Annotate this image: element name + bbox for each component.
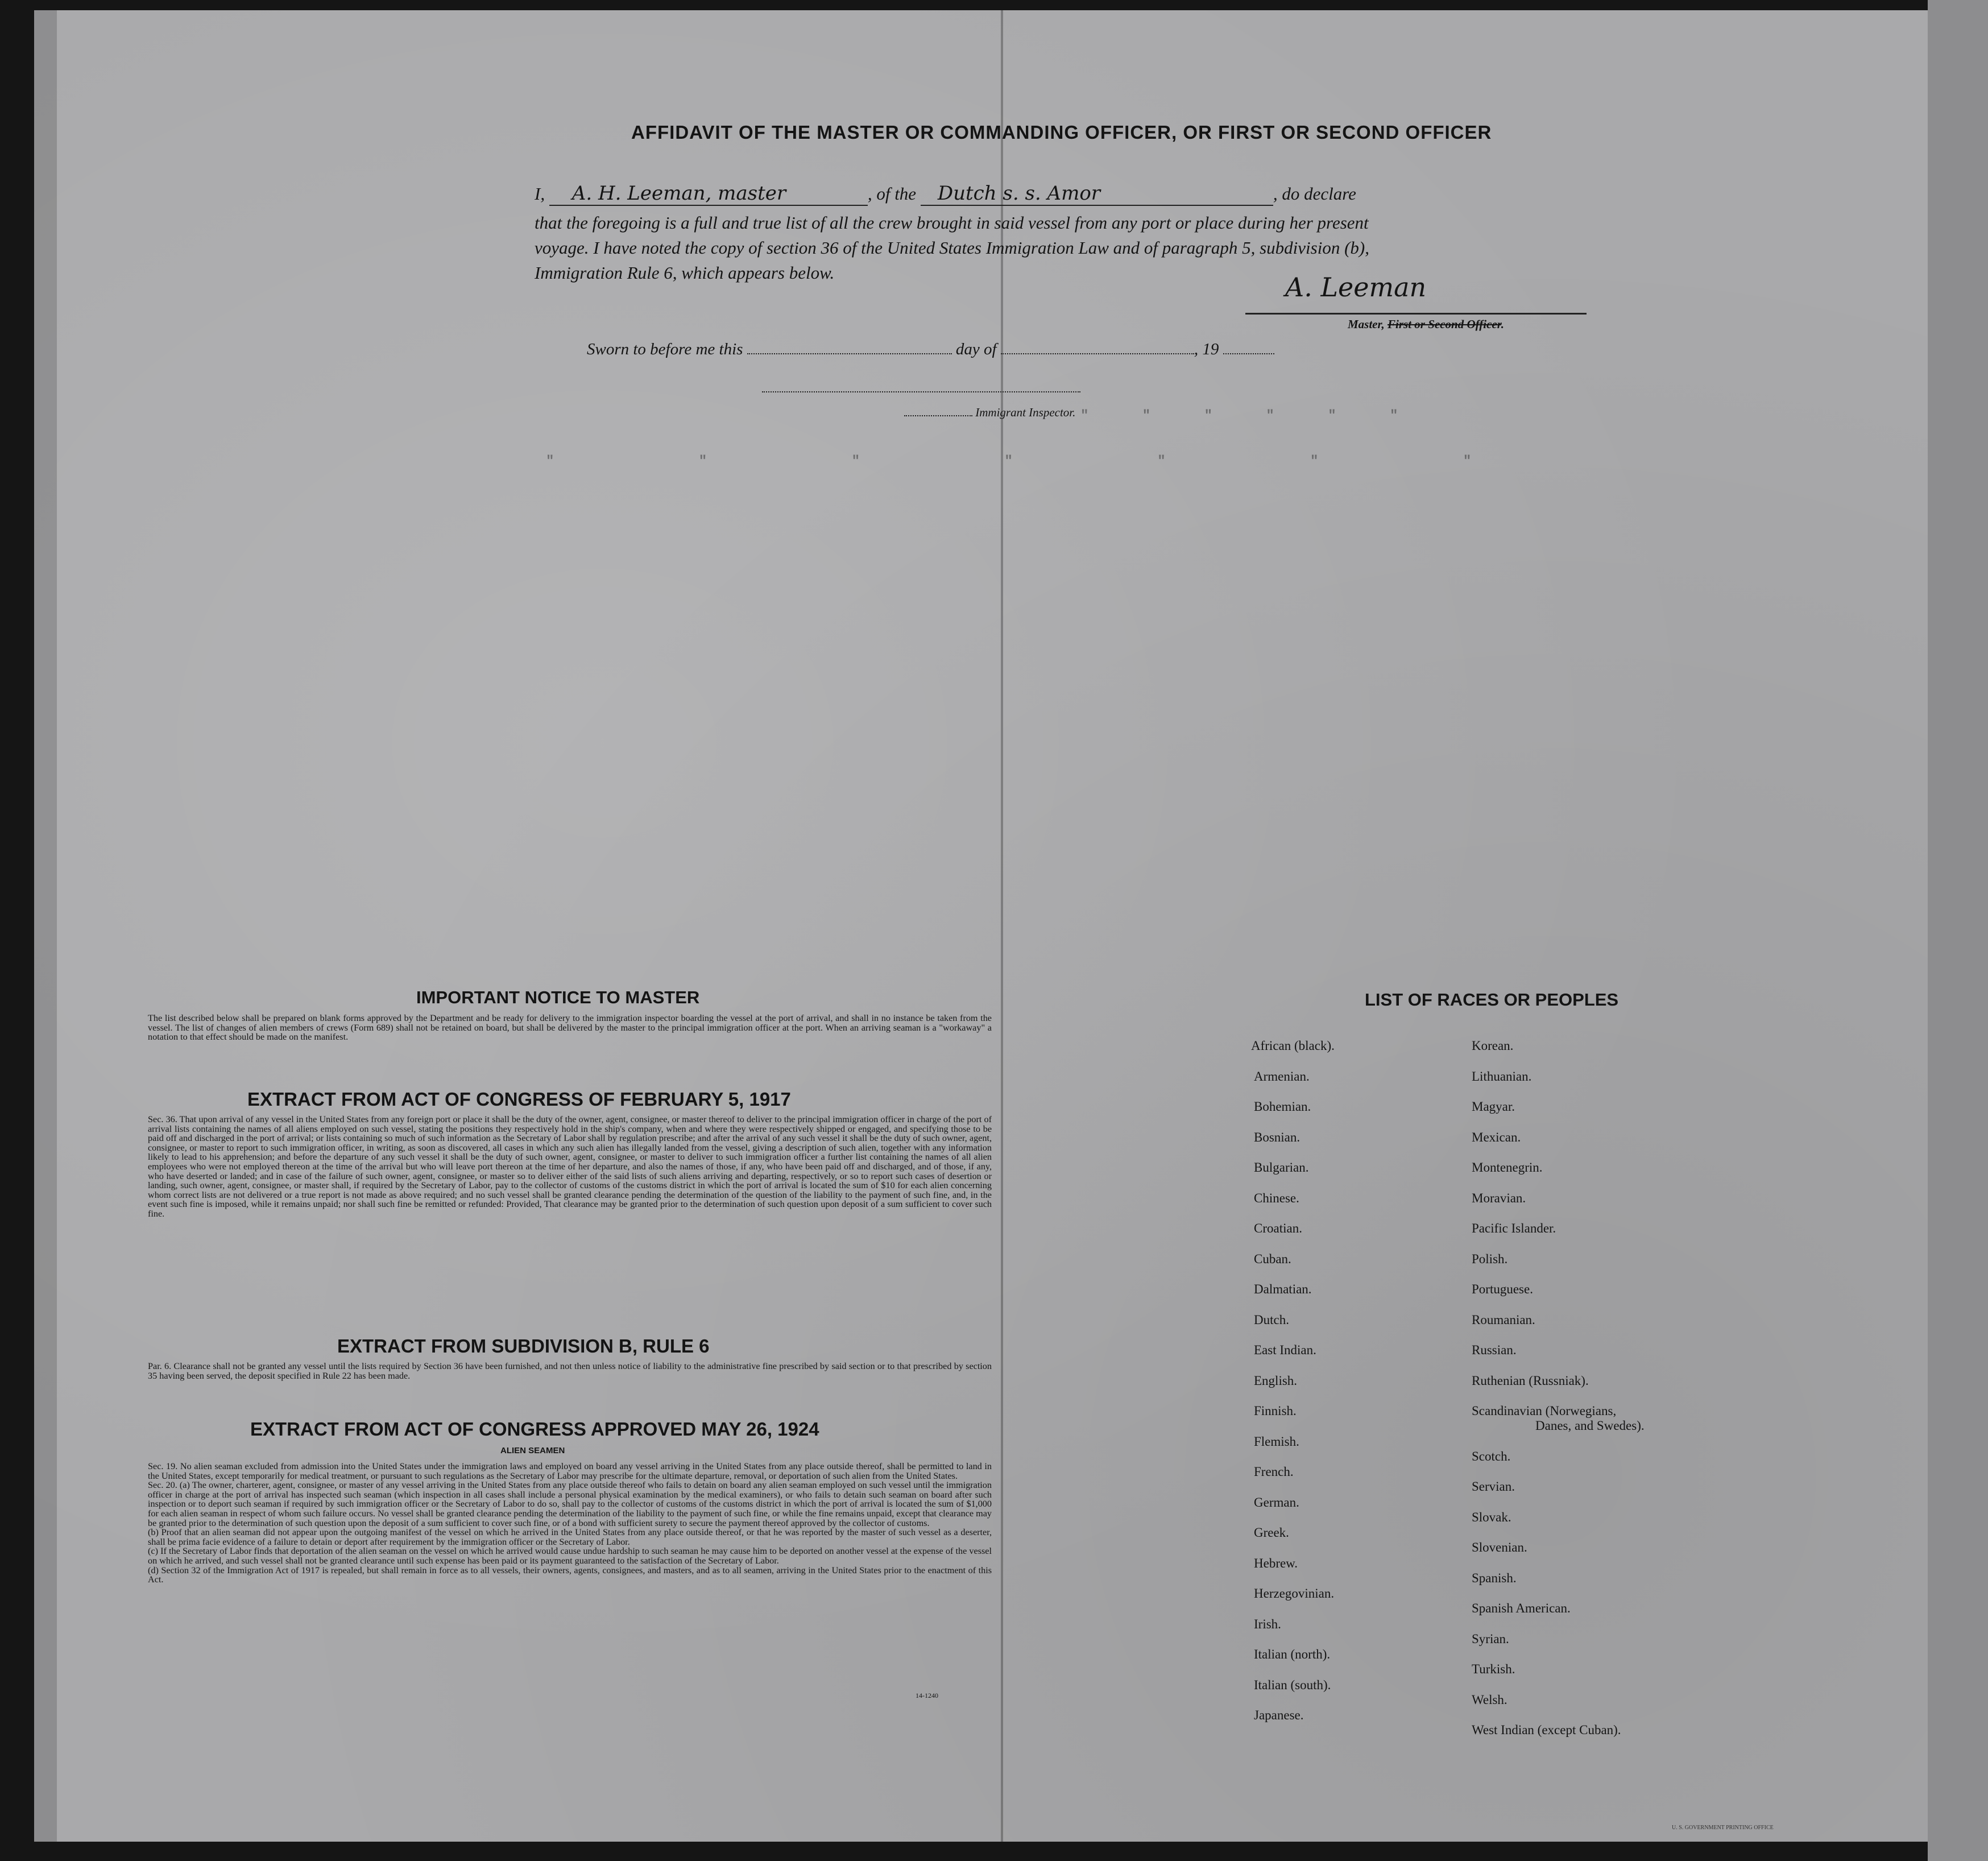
race-item: African (black). — [1251, 1039, 1335, 1053]
caption-period: . — [1501, 317, 1504, 331]
declaration-line-3: voyage. I have noted the copy of section 36 of the United States Immigration Law and of paragraph 5, subdivision (b), — [535, 238, 1369, 258]
manifest-page — [34, 10, 1928, 1842]
race-item: Pacific Islander. — [1472, 1221, 1556, 1235]
race-item: German. — [1254, 1495, 1299, 1510]
race-item: Scandinavian (Norwegians, — [1472, 1404, 1617, 1418]
race-item: Russian. — [1472, 1343, 1517, 1357]
race-item: Irish. — [1254, 1616, 1281, 1631]
race-item: Welsh. — [1472, 1692, 1507, 1707]
races-title: LIST OF RACES OR PEOPLES — [1365, 990, 1619, 1010]
race-item: Croatian. — [1254, 1221, 1302, 1235]
race-item: Armenian. — [1254, 1069, 1310, 1083]
race-item: Dalmatian. — [1254, 1282, 1312, 1296]
race-item: Bulgarian. — [1254, 1160, 1309, 1175]
year-label: , 19 — [1194, 340, 1219, 358]
race-item: Korean. — [1472, 1039, 1514, 1053]
notice-text: The list described below shall be prepared on blank forms approved by the Department and be ready for delivery to the immigration inspector boarding the vessel at the port of arrival, and shall in no instance be taken from the vessel. The list of changes of alien members of crews (Form 689) shall not be retained on board, but shall be delivered by the master to the principal immigration officer at the port. When an arriving seaman is a "workaway" a notation to that effect should be made on the manifest. — [148, 1013, 992, 1043]
race-item: Polish. — [1472, 1251, 1508, 1266]
race-item: Italian (north). — [1254, 1647, 1331, 1661]
race-item: Japanese. — [1254, 1708, 1304, 1722]
caption-master: Master, — [1348, 317, 1388, 331]
sworn-label: Sworn to before me this — [587, 340, 743, 358]
race-item: East Indian. — [1254, 1343, 1316, 1357]
race-item: Roumanian. — [1472, 1312, 1535, 1327]
race-item: English. — [1254, 1373, 1298, 1388]
signature-line — [1245, 313, 1587, 315]
act-1924-title: EXTRACT FROM ACT OF CONGRESS APPROVED MAY 26, 1924 — [250, 1419, 819, 1440]
vessel-name: Dutch s. s. Amor — [921, 182, 1273, 206]
race-item: Bohemian. — [1254, 1099, 1311, 1114]
act-1924-subtitle: ALIEN SEAMEN — [500, 1446, 565, 1455]
master-signature: A. Leeman — [1285, 272, 1427, 303]
rule-6-text: Par. 6. Clearance shall not be granted any vessel until the lists required by Section 36 have been furnished, and not then unless notice of liability to the administrative fine prescribed by said section or to that prescribed by section 35 having been served, the deposit specified in Rule 22 has been made. — [148, 1361, 992, 1381]
notice-title: IMPORTANT NOTICE TO MASTER — [416, 987, 700, 1007]
page-fold — [1001, 10, 1003, 1842]
race-item: Slovenian. — [1472, 1540, 1527, 1554]
race-item: West Indian (except Cuban). — [1472, 1723, 1621, 1737]
caption-struck-officer: First or Second Officer — [1388, 317, 1501, 331]
race-item: Lithuanian. — [1472, 1069, 1532, 1083]
race-item: Italian (south). — [1254, 1677, 1331, 1692]
sworn-year-blank — [1223, 343, 1274, 354]
race-item: Spanish. — [1472, 1570, 1517, 1585]
race-item: Cuban. — [1254, 1251, 1291, 1266]
inspector-label: Immigrant Inspector. — [904, 405, 1075, 420]
race-item: Turkish. — [1472, 1662, 1515, 1676]
act-1917-text: Sec. 36. That upon arrival of any vessel in the United States from any foreign port or place it shall be the duty of the owner, agent, consignee, or master thereof to deliver to the principal immigration officer in charge of the port of arrival lists containing the names of all aliens employed on such vessel, stating the positions they respectively hold in the ship's company, when and where they were respectively shipped or engaged, and specifying those to be paid off and discharged in the port of arrival; or lists containing so much of such information as the Secretary of Labor shall by regulation prescribe; and after the arrival of any such vessel it shall be the duty of such owner, agent, consignee, or master to report to such immigration officer, in writing, as soon as discovered, all cases in which any such alien has illegally landed from the vessel, giving a description of such alien, together with any information likely to lead to his apprehension; and before the departure of any such vessel it shall be the duty of such owner, agent, consignee, or master to deliver to such immigration officer a further list containing the names of all alien employees who were not employed thereon at the time of the arrival but who will leave port thereon at the time of her departure, and also the names of those, if any, who have been paid off and discharged, and of those, if any, who have deserted or landed; and in case of the failure of such owner, agent, consignee, or master so to deliver either of the said lists of such aliens arriving and departing, respectively, or so to report such cases of desertion or landing, such owner, agent, consignee, or master shall, if required by the Secretary of Labor, pay to the collector of customs of the customs district in which the port of arrival is located the sum of $10 for each alien concerning whom correct lists are not delivered or a true report is not made as above required; and no such vessel shall be granted clearance pending the determination of the question of the liability to the payment of such fine, and, in the event such fine is imposed, while it remains unpaid; nor shall such fine be remitted or refunded: Provided, That clearance may be granted prior to the determination of such question upon deposit of a sum sufficient to cover such fine. — [148, 1114, 992, 1219]
rule-6-title: EXTRACT FROM SUBDIVISION B, RULE 6 — [337, 1335, 710, 1357]
act-1924-text: Sec. 19. No alien seaman excluded from admission into the United States under the immigration laws and employed on board any vessel arriving in the United States from any place outside thereof, shall be permitted to land in the United States, except temporarily for medical treatment, or pursuant to such regulations as the Secretary of Labor may prescribe for the ultimate departure, removal, or deportation of such alien from the United States. Sec. 20. (a) The owner, charterer, agent, consignee, or master of any vessel arriving in the United States from any place outside thereof who fails to detain on board any alien seaman employed on such vessel until the immigration officer in charge at the port of arrival has inspected such seaman (which inspection in all cases shall include a personal physical examination by the medical examiners), or who fails to detain such seaman on board after such inspection or to deport such seaman if required by such immigration officer or the Secretary of Labor to do so, shall pay to the collector of customs of the customs district in which the port of arrival is located the sum of $1,000 for each alien seaman in respect of whom such failure occurs. No vessel shall be granted clearance pending the determination of the liability to the payment of such fine, or while the fine remains unpaid, except that clearance may be granted prior to the determination of such question upon the deposit of a sum sufficient to cover such fine, or of a bond with sufficient surety to secure the payment thereof approved by the collector of customs. (b) Proof that an alien seaman did not appear upon the outgoing manifest of the vessel on which he arrived in the United States from any place outside thereof, or that he was reported by the master of such vessel as a deserter, shall be prima facie evidence of a failure to detain or deport after requirement by the immigration officer or the Secretary of Labor. (c) If the Secretary of Labor finds that deportation of the alien seaman on the vessel on which he arrived would cause undue hardship to such seaman he may cause him to be deported on another vessel at the expense of the vessel on which he arrived, and such vessel shall not be granted clearance until such expense has been paid or its payment guaranteed to the satisfaction of the Secretary of Labor. (d) Section 32 of the Immigration Act of 1917 is repealed, but shall remain in force as to all vessels, their owners, agents, consignees, and masters, and as to all seamen, arriving in the United States prior to the enactment of this Act. — [148, 1461, 992, 1585]
act-1917-title: EXTRACT FROM ACT OF CONGRESS OF FEBRUARY 5, 1917 — [247, 1089, 791, 1110]
race-item: Syrian. — [1472, 1631, 1509, 1646]
race-item: Finnish. — [1254, 1404, 1297, 1418]
race-item: Mexican. — [1472, 1130, 1521, 1144]
race-item: Hebrew. — [1254, 1556, 1298, 1570]
inspector-signature-line — [762, 391, 1080, 392]
sworn-line — [587, 340, 1274, 359]
affidavit-title: AFFIDAVIT OF THE MASTER OR COMMANDING OFFICER, OR FIRST OR SECOND OFFICER — [631, 122, 1492, 143]
sworn-day-blank — [747, 343, 952, 354]
of-the-label: , of the — [867, 184, 917, 204]
race-item: Herzegovinian. — [1254, 1586, 1335, 1601]
race-item: Moravian. — [1472, 1190, 1526, 1205]
do-declare-label: , do declare — [1273, 184, 1356, 204]
race-item: Servian. — [1472, 1479, 1515, 1494]
declaration-line-1: I, A. H. Leeman, master , of the Dutch s. s. Amor , do declare — [535, 182, 1356, 205]
scan-margin-right — [1928, 0, 1988, 1861]
race-item: Montenegrin. — [1472, 1160, 1543, 1175]
master-name: A. H. Leeman — [571, 182, 706, 205]
declaration-prefix: I, — [535, 184, 545, 204]
page-left-edge — [34, 10, 57, 1842]
race-item: Slovak. — [1472, 1510, 1511, 1524]
sworn-month-blank — [1001, 343, 1194, 354]
day-of-label: day of — [955, 340, 997, 358]
race-item: Danes, and Swedes). — [1535, 1419, 1645, 1433]
form-number: 14-1240 — [916, 1692, 938, 1699]
bleed-through-marks: " " " " " " " — [546, 454, 1540, 469]
signature-caption — [1348, 317, 1504, 332]
race-item: Magyar. — [1472, 1099, 1515, 1114]
race-item: Dutch. — [1254, 1312, 1289, 1327]
race-item: Spanish American. — [1472, 1601, 1571, 1615]
race-item: Ruthenian (Russniak). — [1472, 1373, 1589, 1388]
race-item: Greek. — [1254, 1525, 1289, 1540]
declaration-line-2: that the foregoing is a full and true list of all the crew brought in said vessel from any port or place during her present — [535, 213, 1369, 233]
declaration-line-4: Immigration Rule 6, which appears below. — [535, 263, 835, 283]
bleed-through-marks: " " " " " " — [1080, 408, 1421, 424]
race-item: Chinese. — [1254, 1190, 1299, 1205]
race-item: French. — [1254, 1465, 1294, 1479]
race-item: Flemish. — [1254, 1434, 1299, 1449]
master-title: master — [718, 182, 786, 205]
printer-mark: U. S. GOVERNMENT PRINTING OFFICE — [1672, 1825, 1774, 1831]
race-item: Scotch. — [1472, 1449, 1511, 1463]
race-item: Bosnian. — [1254, 1130, 1301, 1144]
race-item: Portuguese. — [1472, 1282, 1533, 1296]
